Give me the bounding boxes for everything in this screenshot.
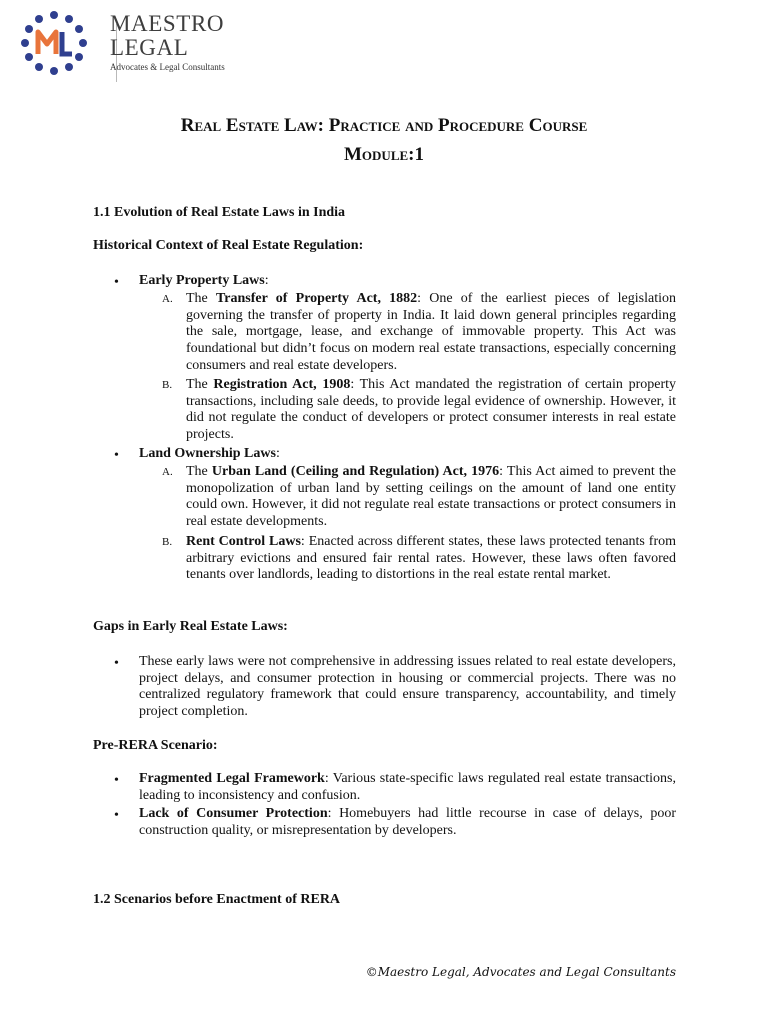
- bullet-lack-of-consumer-protection: [139, 806, 676, 839]
- bullet-marker: •: [114, 773, 119, 788]
- bullet-marker: •: [114, 448, 119, 463]
- act-name: Rent Control Laws: [186, 534, 301, 549]
- brand-name-line1: MAESTRO: [110, 11, 225, 36]
- item-description: : Enacted across different states, these laws protected tenants from arbitrary evictions and ensured fair rental rates. However, these laws often favored tenants over landlords, leading to distortions in the real estate rental market.: [186, 534, 676, 583]
- sub-marker-b: B.: [162, 536, 173, 548]
- brand-tagline: Advocates & Legal Consultants: [110, 62, 225, 72]
- act-name: Registration Act, 1908: [213, 377, 351, 392]
- bullet-label: Fragmented Legal Framework: [139, 771, 325, 786]
- bullet-label: Lack of Consumer Protection: [139, 806, 328, 821]
- brand-name-line2: LEGAL: [110, 35, 189, 60]
- bullet-gaps-description: These early laws were not comprehensive in addressing issues related to real estate developers, project delays, and consumer protection in housing or commercial projects. There was no centralized regulatory framework that could ensure transparency, accountability, and timely project completion.: [139, 654, 676, 720]
- act-name: Urban Land (Ceiling and Regulation) Act, 1976: [211, 464, 500, 479]
- bullet-marker: •: [114, 275, 119, 290]
- document-title: Real Estate Law: Practice and Procedure Course: [180, 115, 588, 136]
- item-urban-land-ceiling-act: [186, 464, 676, 531]
- bullet-fragmented-framework: [139, 771, 676, 804]
- company-logo: [16, 10, 246, 76]
- bullet-land-ownership-laws: [139, 446, 676, 463]
- bullet-description: : Homebuyers had little recourse in case of delays, poor construction quality, or misrepresentation by developers.: [139, 806, 676, 838]
- subheading-historical-context: Historical Context of Real Estate Regulation:: [93, 238, 364, 253]
- text-prefix: The: [186, 377, 214, 392]
- sub-marker-a: A.: [162, 466, 173, 478]
- bullet-description: : Various state-specific laws regulated real estate transactions, leading to inconsistency and confusion.: [139, 771, 676, 803]
- act-name: Transfer of Property Act, 1882: [215, 291, 418, 306]
- section-heading-1-2: 1.2 Scenarios before Enactment of RERA: [93, 892, 341, 907]
- sub-marker-b: B.: [162, 379, 173, 391]
- module-title: Module:1: [344, 144, 424, 165]
- subheading-gaps: Gaps in Early Real Estate Laws:: [93, 619, 288, 634]
- page-footer-copyright: ©Maestro Legal, Advocates and Legal Consultants: [365, 965, 676, 979]
- section-heading-1-1: 1.1 Evolution of Real Estate Laws in India: [93, 205, 346, 220]
- bullet-label: Early Property Laws: [139, 273, 265, 288]
- text-prefix: The: [186, 291, 216, 306]
- bullet-label: Land Ownership Laws: [139, 446, 276, 461]
- subheading-pre-rera: Pre-RERA Scenario:: [93, 738, 218, 753]
- colon: :: [264, 273, 269, 288]
- colon: :: [275, 446, 280, 461]
- item-transfer-of-property-act: [186, 291, 676, 375]
- item-rent-control-laws: [186, 534, 676, 584]
- item-description: : This Act aimed to prevent the monopolization of urban land by setting ceilings on the amount of land one entity could own. However, it did not regulate real estate transactions or protect consumers in real estate developments.: [186, 464, 676, 530]
- sub-marker-a: A.: [162, 293, 173, 305]
- item-registration-act: [186, 377, 676, 444]
- item-description: : This Act mandated the registration of certain property transactions, including sale deeds, to provide legal evidence of ownership. However, it did not regulate the conduct of developers or protect consumer interests in real estate projects.: [186, 377, 676, 443]
- item-description: : One of the earliest pieces of legislation governing the transfer of property in India. It laid down general principles regarding the sale, mortgage, lease, and exchange of immovable property. This Act was foundational but didn’t focus on modern real estate transactions, especially concerning consumers and real estate developers.: [186, 291, 676, 373]
- bullet-marker: •: [114, 808, 119, 823]
- text-prefix: The: [186, 464, 212, 479]
- logo-mark-icon: [16, 10, 92, 76]
- bullet-marker: •: [114, 656, 119, 671]
- bullet-early-property-laws: [139, 273, 676, 290]
